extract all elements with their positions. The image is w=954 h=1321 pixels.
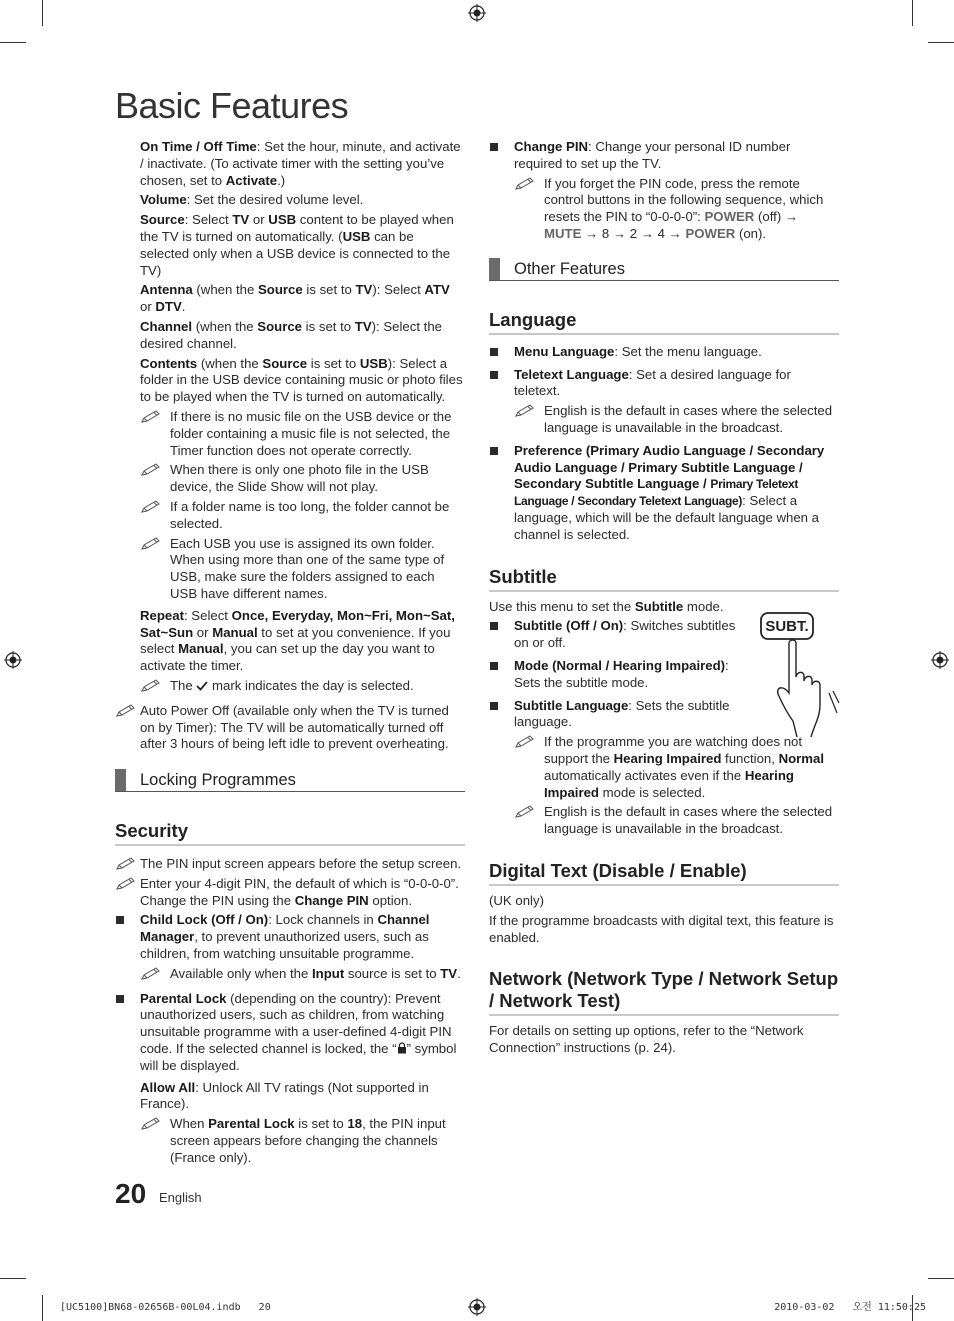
registration-mark-icon	[468, 4, 486, 22]
note-item: If a folder name is too long, the folder cannot be selected.	[140, 499, 465, 533]
timer-channel-text: Channel (when the Source is set to TV): Select the desired channel.	[140, 318, 443, 351]
note-pencil-icon	[514, 177, 536, 191]
crop-mark	[928, 1278, 954, 1279]
page-language: English	[159, 1190, 202, 1205]
note-pencil-icon	[140, 500, 162, 514]
note-pencil-icon	[514, 805, 536, 819]
lock-icon	[397, 1042, 407, 1054]
preference-item: Preference (Primary Audio Language / Secondary Audio Language / Primary Subtitle Language / Secondary Subtitle Language / Primary Teletext Language / Secondary Teletext Language): Select a language, which will be the default language when a channel is selected.	[489, 443, 839, 544]
security-section-title: Security	[115, 820, 465, 846]
note-item: If you forget the PIN code, press the remote control buttons in the following sequence, which resets the PIN to “0-0-0-0”: POWER (off) → MUTE → 8 → 2 → 4 → POWER (on).	[514, 176, 839, 243]
timer-contents-text: Contents (when the Source is set to USB): Select a folder in the USB device containing music or photo files to be played when the TV is turned on automatically.	[140, 355, 463, 405]
other-features-header: Other Features	[489, 258, 839, 281]
subtitle-on-off-item: Subtitle (Off / On): Switches subtitles on or off.	[489, 618, 739, 652]
subtitle-language-item: Subtitle Language: Sets the subtitle language.	[489, 698, 739, 732]
timer-antenna-text: Antenna (when the Source is set to TV): Select ATV or DTV.	[140, 282, 450, 315]
print-footer-timestamp: 2010-03-02 오전 11:50:25	[774, 1302, 926, 1313]
left-column	[115, 139, 465, 1170]
network-body: For details on setting up options, refer to the “Network Connection” instructions (p. 24).	[489, 1023, 804, 1056]
note-pencil-icon	[514, 735, 536, 749]
note-item: Each USB you use is assigned its own folder. When using more than one of the same type of USB, make sure the folders assigned to each USB have different names.	[140, 536, 465, 603]
timer-source-text: Source: Select TV or USB content to be played when the TV is turned on automatically. (USB can be selected only when a USB device is connected to the TV)	[140, 212, 454, 278]
note-item: When Parental Lock is set to 18, the PIN input screen appears before changing the channels (France only).	[140, 1116, 465, 1166]
page-number: 20	[115, 1178, 147, 1209]
print-footer-file: [UC5100]BN68-02656B-00L04.indb 20	[60, 1302, 271, 1313]
menu-language-item: Menu Language: Set the menu language.	[489, 344, 839, 361]
crop-mark	[0, 1278, 26, 1279]
subt-button-hand-icon	[759, 609, 841, 739]
network-section-title: Network (Network Type / Network Setup / Network Test)	[489, 968, 839, 1016]
security-note: The PIN input screen appears before the setup screen.	[115, 856, 465, 873]
note-pencil-icon	[140, 679, 162, 693]
crop-mark	[928, 42, 954, 43]
subtitle-section-title: Subtitle	[489, 566, 839, 592]
checkmark-icon	[196, 681, 208, 691]
note-pencil-icon	[115, 877, 137, 891]
registration-mark-icon	[468, 1298, 486, 1316]
digital-text-section-title: Digital Text (Disable / Enable)	[489, 860, 839, 886]
note-pencil-icon	[514, 404, 536, 418]
crop-mark	[912, 0, 913, 26]
language-section-title: Language	[489, 309, 839, 335]
timer-repeat-text: Repeat: Select Once, Everyday, Mon~Fri, Mon~Sat, Sat~Sun or Manual to set at you convenience. If you select Manual, you can set up the day you want to activate the timer.	[140, 607, 455, 674]
parental-lock-item: Parental Lock (depending on the country): Prevent unauthorized users, such as children, from watching unsuitable programme with a user-defined 4-digit PIN code. If the selected channel is locked, the “ ” symbol will be displayed.	[115, 991, 465, 1075]
note-item: If there is no music file on the USB device or the folder containing a music file is not selected, the Timer function does not operate correctly.	[140, 409, 465, 459]
crop-mark	[42, 0, 43, 26]
child-lock-item: Child Lock (Off / On): Lock channels in Channel Manager, to prevent unauthorized users, such as children, from watching unsuitable programme.	[115, 912, 465, 962]
security-note: Enter your 4-digit PIN, the default of which is “0-0-0-0”. Change the PIN using the Change PIN option.	[115, 876, 465, 910]
crop-mark	[0, 42, 26, 43]
note-item: The mark indicates the day is selected.	[140, 678, 465, 695]
note-pencil-icon	[140, 537, 162, 551]
registration-mark-icon	[4, 651, 22, 669]
change-pin-item: Change PIN: Change your personal ID number required to set up the TV.	[489, 139, 839, 173]
allow-all-text: Allow All: Unlock All TV ratings (Not supported in France).	[140, 1079, 429, 1112]
locking-programmes-header: Locking Programmes	[115, 769, 465, 792]
digital-text-region: (UK only)	[489, 892, 544, 908]
page-title: Basic Features	[115, 85, 349, 126]
note-pencil-icon	[115, 857, 137, 871]
teletext-language-item: Teletext Language: Set a desired language for teletext.	[489, 367, 839, 401]
note-item: Available only when the Input source is set to TV.	[140, 966, 465, 983]
note-pencil-icon	[140, 410, 162, 424]
note-item: If the programme you are watching does not support the Hearing Impaired function, Normal automatically activates even if the Hearing Impaired mode is selected.	[514, 734, 839, 801]
auto-power-off-note: Auto Power Off (available only when the TV is turned on by Timer): The TV will be automatically turned off after 3 hours of being left idle to prevent overheating.	[115, 703, 465, 753]
digital-text-body: If the programme broadcasts with digital text, this feature is enabled.	[489, 912, 834, 945]
svg-text:SUBT.: SUBT.	[765, 617, 809, 635]
timer-volume-text: Volume: Set the desired volume level.	[140, 192, 364, 208]
note-pencil-icon	[115, 704, 137, 718]
note-item: English is the default in cases where the selected language is unavailable in the broadcast.	[514, 403, 839, 437]
note-pencil-icon	[140, 967, 162, 981]
registration-mark-icon	[931, 651, 949, 669]
right-column	[489, 139, 839, 1060]
timer-on-off-text: On Time / Off Time: Set the hour, minute, and activate / inactivate. (To activate timer with the setting you’ve chosen, set to Activate.)	[140, 139, 461, 188]
note-item: English is the default in cases where the selected language is unavailable in the broadcast.	[514, 804, 839, 838]
note-pencil-icon	[140, 1117, 162, 1131]
note-pencil-icon	[140, 463, 162, 477]
note-item: When there is only one photo file in the USB device, the Slide Show will not play.	[140, 462, 465, 496]
subtitle-mode-item: Mode (Normal / Hearing Impaired): Sets the subtitle mode.	[489, 658, 739, 692]
crop-mark	[42, 1295, 43, 1321]
subtitle-intro-text: Use this menu to set the Subtitle mode.	[489, 598, 724, 614]
